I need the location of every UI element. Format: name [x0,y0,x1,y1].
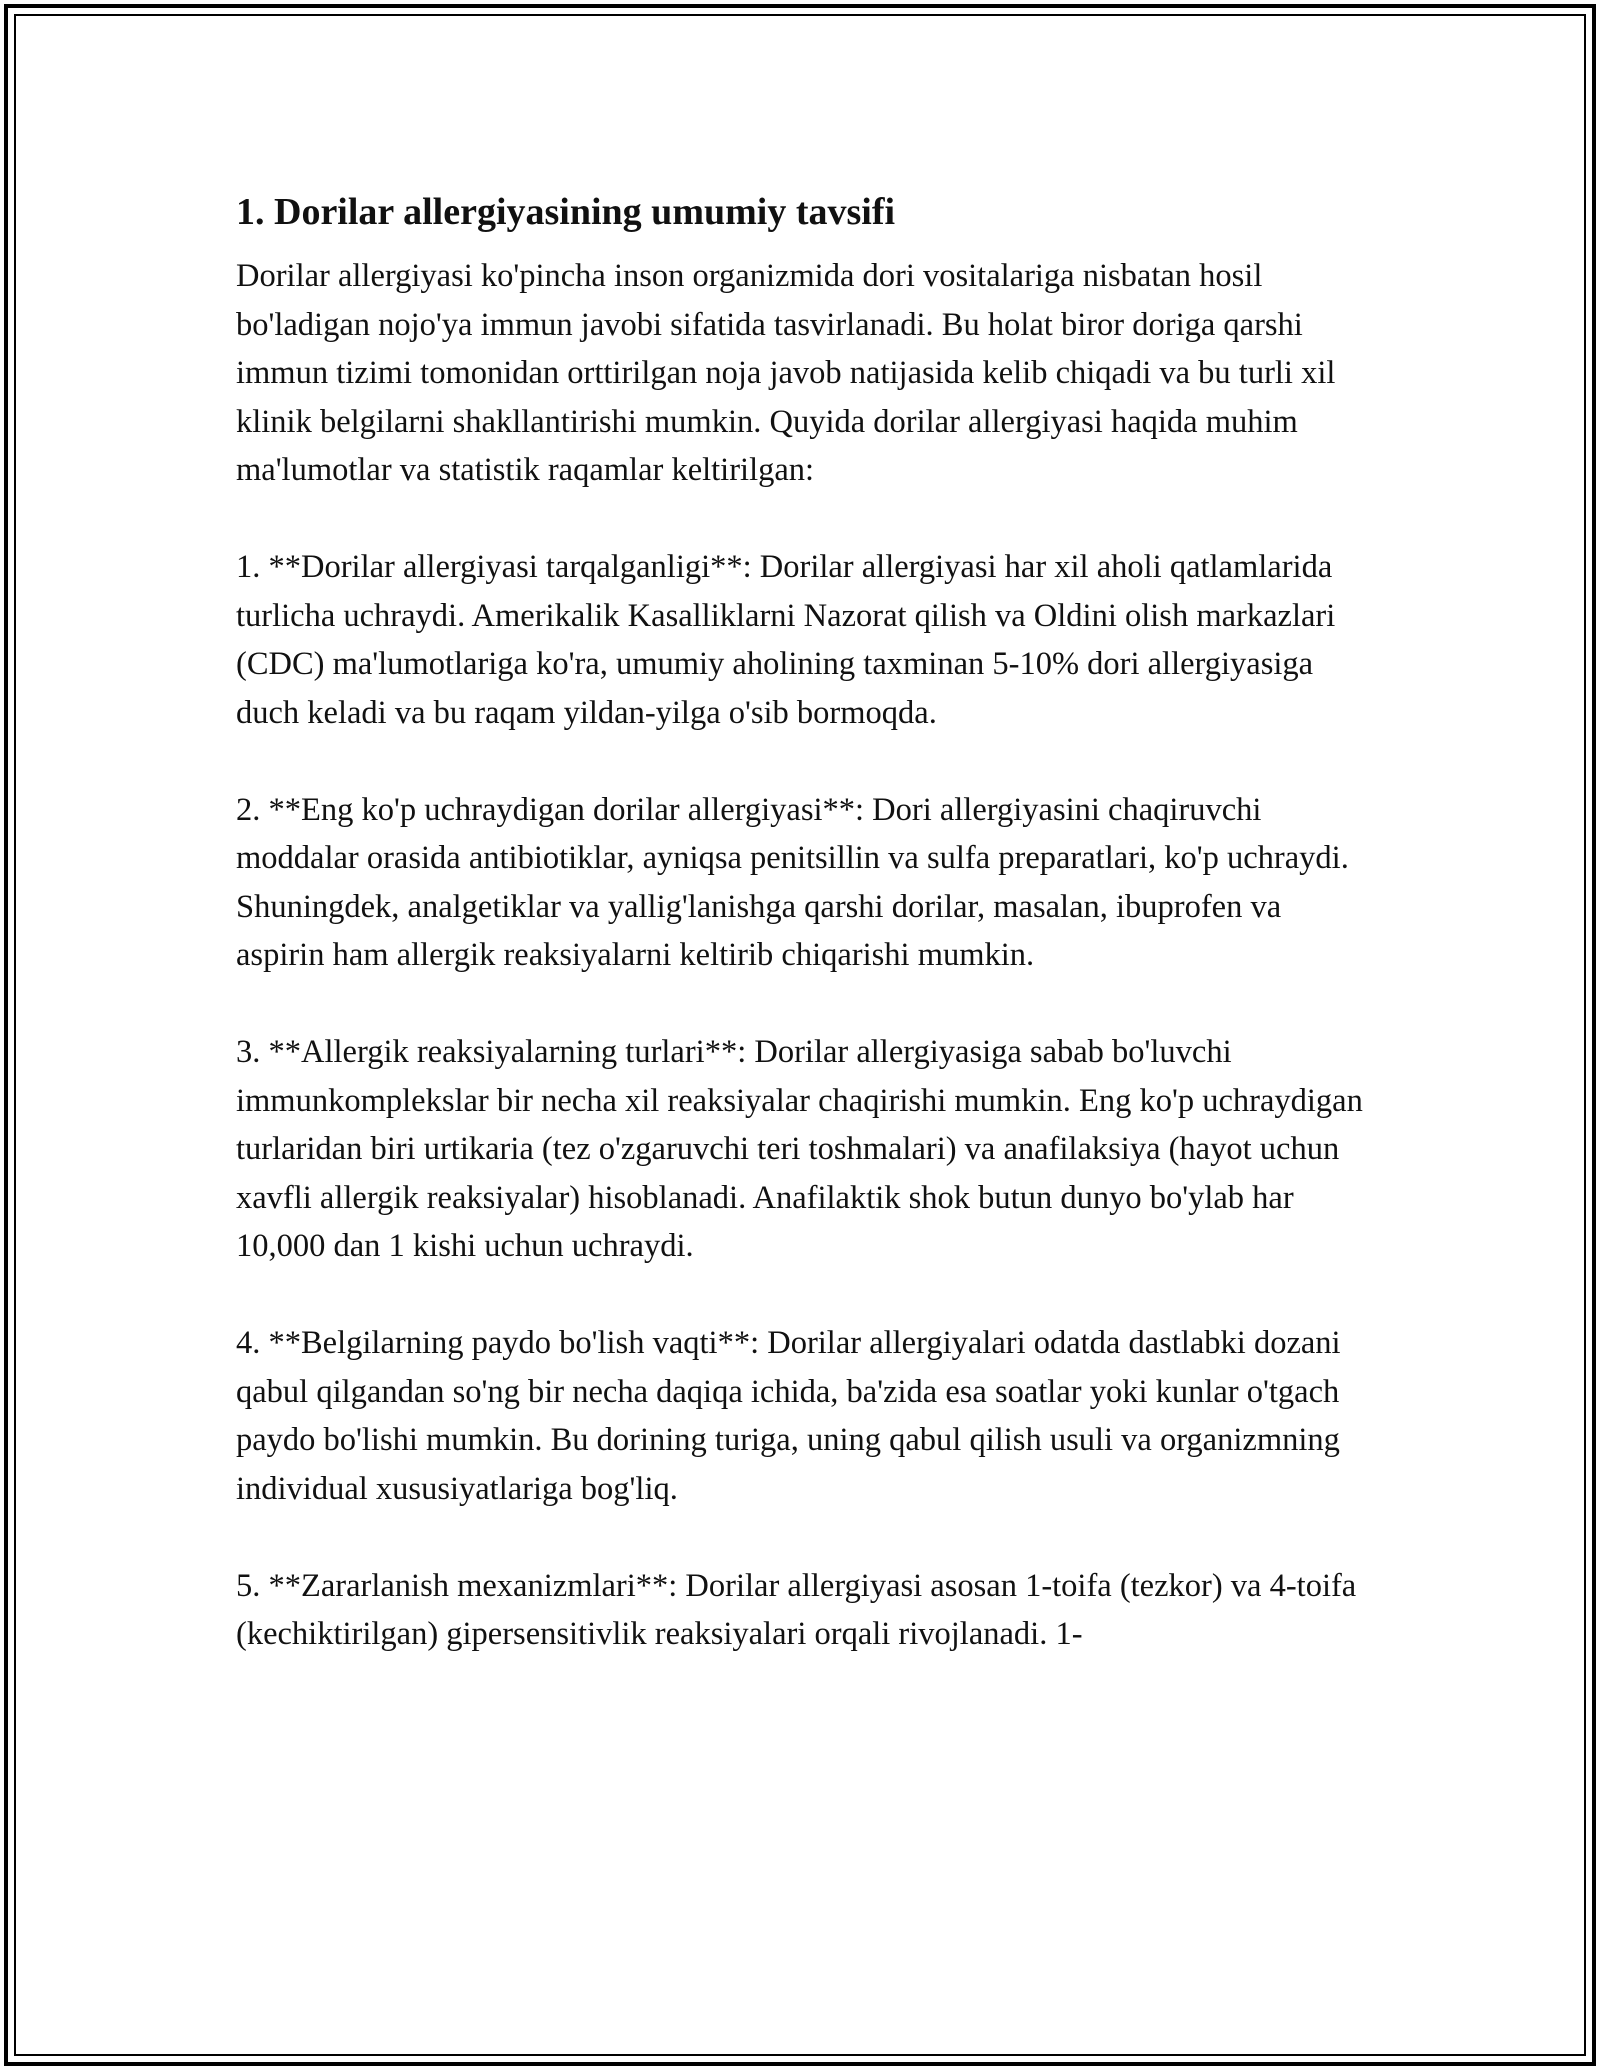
list-item-mechanisms: 5. **Zararlanish mexanizmlari**: Dorilar allergiyasi asosan 1-toifa (tezkor) va 4-toifa (kechiktirilgan) gipersensitivlik reaksiyalari orqali rivojlanadi. 1- [236,1567,1357,1652]
list-item-reaction-types: 3. **Allergik reaksiyalarning turlari**: Dorilar allergiyasiga sabab bo'luvchi immunkomplekslar bir necha xil reaksiyalar chaqirishi mumkin. Eng ko'p uchraydigan turlaridan biri urtikaria (tez o'zgaruvchi teri toshmalari) va anafilaksiya (hayot uchun xavfli allergik reaksiyalar) hisoblanadi. Anafilaktik shok butun dunyo bo'ylab har 10,000 dan 1 kishi uchun uchraydi. [236,1034,1363,1264]
section-heading: 1. Dorilar allergiyasining umumiy tavsifi [236,191,896,233]
list-item-common-drugs: 2. **Eng ko'p uchraydigan dorilar allergiyasi**: Dori allergiyasini chaqiruvchi moddalar orasida antibiotiklar, ayniqsa penitsillin va sulfa preparatlari, ko'p uchraydi. Shuningdek, analgetiklar va yallig'lanishga qarshi dorilar, masalan, ibuprofen va aspirin ham allergik reaksiyalarni keltirib chiqarishi mumkin. [236,791,1349,973]
intro-paragraph: Dorilar allergiyasi ko'pincha inson organizmida dori vositalariga nisbatan hosil bo'ladigan nojo'ya immun javobi sifatida tasvirlanadi. Bu holat biror doriga qarshi immun tizimi tomonidan orttirilgan noja javob natijasida kelib chiqadi va bu turli xil klinik belgilarni shakllantirishi mumkin. Quyida dorilar allergiyasi haqida muhim ma'lumotlar va statistik raqamlar keltirilgan: [236,258,1336,488]
document-body [236,186,1366,1707]
list-item-prevalence: 1. **Dorilar allergiyasi tarqalganligi**: Dorilar allergiyasi har xil aholi qatlamlarida turlicha uchraydi. Amerikalik Kasalliklarni Nazorat qilish va Oldini olish markazlari (CDC) ma'lumotlariga ko'ra, umumiy aholining taxminan 5-10% dori allergiyasiga duch keladi va bu raqam yildan-yilga o'sib bormoqda. [236,549,1336,731]
list-item-onset-time: 4. **Belgilarning paydo bo'lish vaqti**: Dorilar allergiyalari odatda dastlabki dozani qabul qilgandan so'ng bir necha daqiqa ichida, ba'zida esa soatlar yoki kunlar o'tgach paydo bo'lishi mumkin. Bu dorining turiga, uning qabul qilish usuli va organizmning individual xususiyatlariga bog'liq. [236,1325,1341,1507]
